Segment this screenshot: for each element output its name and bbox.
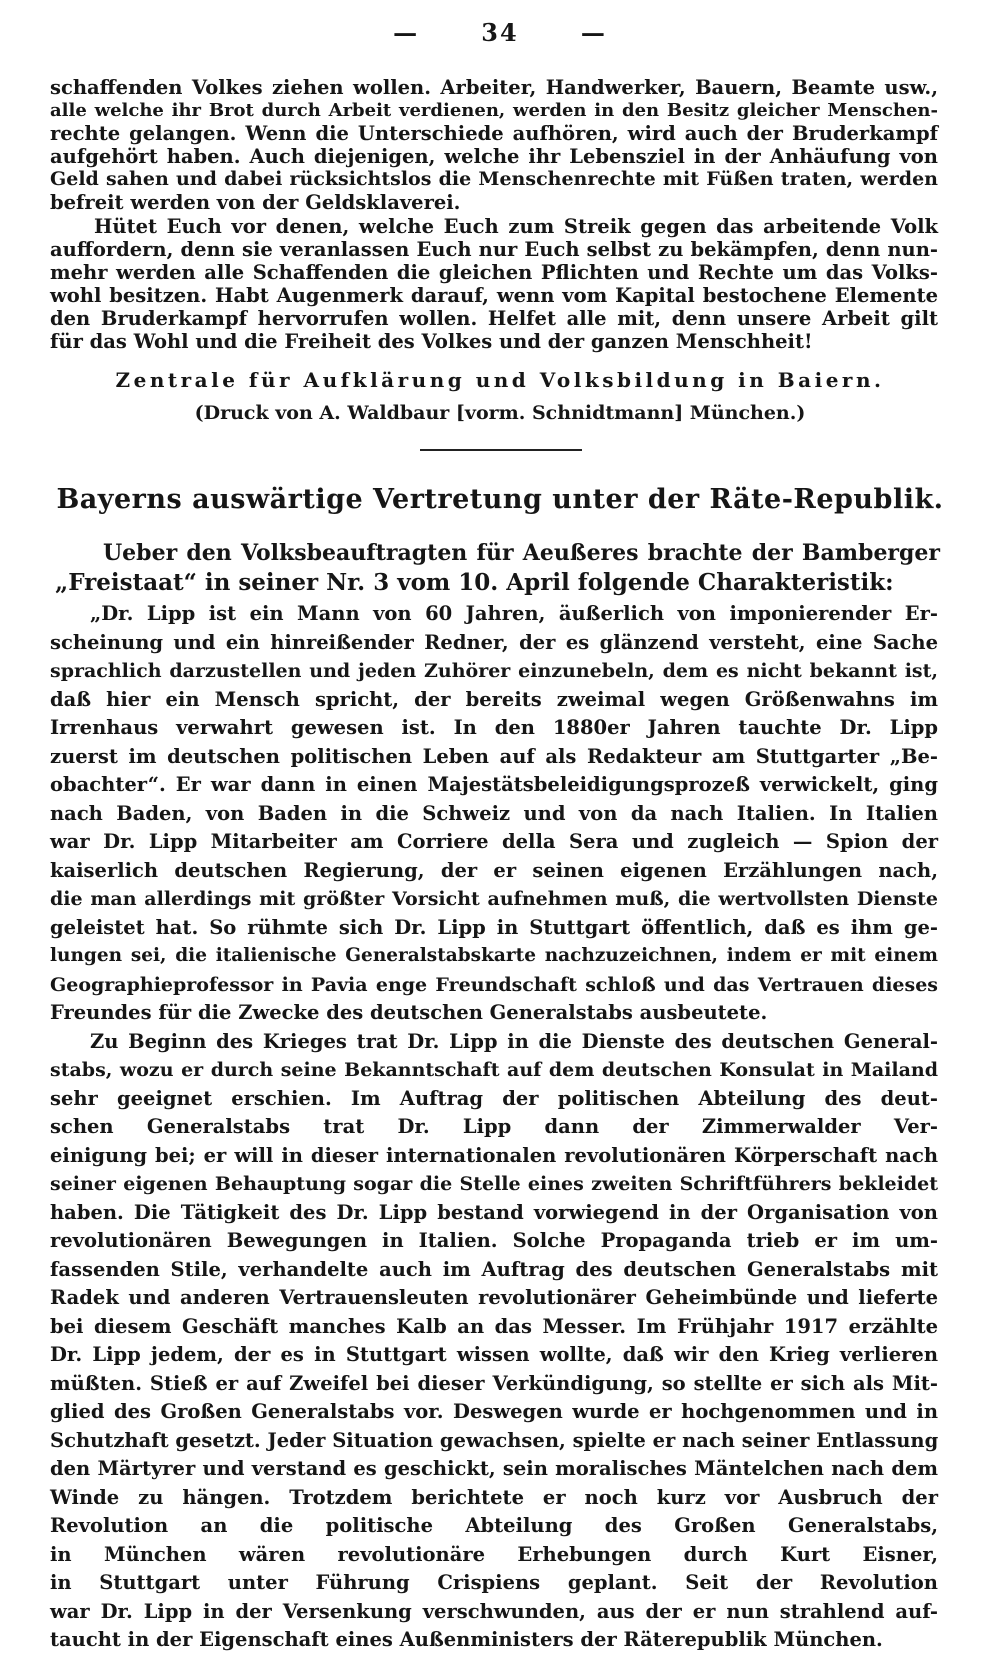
text-line: die man allerdings mit größter Vorsicht aufnehmen muß, die wertvollsten Dienste bbox=[50, 888, 938, 910]
text-line: Dr. Lipp jedem, der es in Stuttgart wissen wollte, daß wir den Krieg verlieren bbox=[50, 1343, 938, 1366]
page-number-header bbox=[0, 18, 1000, 47]
text-line: rechte gelangen. Wenn die Unterschiede aufhören, wird auch der Bruderkampf bbox=[50, 122, 938, 145]
text-line: den Bruderkampf hervorrufen wollen. Helfet alle mit, denn unsere Arbeit gilt bbox=[50, 307, 938, 330]
text-line: müßten. Stieß er auf Zweifel bei dieser Verkündigung, so stellte er sich als Mit- bbox=[50, 1371, 938, 1395]
text-line: Revolution an die politische Abteilung des Großen Generalstabs, bbox=[50, 1514, 938, 1537]
text-line: „Freistaat“ in seiner Nr. 3 vom 10. April folgende Charakteristik: bbox=[55, 569, 894, 596]
text-line: revolutionären Bewegungen in Italien. Solche Propaganda trieb er im um- bbox=[50, 1229, 938, 1252]
printer-imprint: (Druck von A. Waldbaur [vorm. Schnidtmann] München.) bbox=[194, 402, 806, 424]
text-line: in München wären revolutionäre Erhebungen durch Kurt Eisner, bbox=[50, 1542, 938, 1566]
text-line: Radek und anderen Vertrauensleuten revolutionärer Geheimbünde und lieferte bbox=[50, 1286, 938, 1309]
text-line: befreit werden von der Geldsklaverei. bbox=[50, 191, 461, 214]
text-line: war Dr. Lipp Mitarbeiter am Corriere della Sera und zugleich — Spion der bbox=[50, 830, 938, 853]
paragraph-continued bbox=[50, 76, 938, 214]
left-dash: — bbox=[393, 18, 420, 47]
text-line: Hütet Euch vor denen, welche Euch zum Streik gegen das arbeitende Volk bbox=[94, 215, 938, 238]
text-line: haben. Die Tätigkeit des Dr. Lipp bestand vorwiegend in der Organisation von bbox=[50, 1200, 938, 1224]
article-heading: Bayerns auswärtige Vertretung unter der Räte-Republik. bbox=[56, 484, 944, 515]
paragraph-appeal bbox=[50, 215, 938, 353]
text-line: Zu Beginn des Krieges trat Dr. Lipp in die Dienste des deutschen General- bbox=[90, 1029, 938, 1053]
text-line: sprachlich darzustellen und jeden Zuhörer einzunebeln, dem es nicht bekannt ist, bbox=[50, 660, 938, 682]
text-line: auffordern, denn sie veranlassen Euch nur Euch selbst zu bekämpfen, denn nun- bbox=[50, 238, 938, 261]
text-line: Winde zu hängen. Trotzdem berichtete er noch kurz vor Ausbruch der bbox=[50, 1485, 938, 1509]
page-number: 34 bbox=[481, 18, 519, 47]
text-line: wohl besitzen. Habt Augenmerk darauf, wenn vom Kapital bestochene Elemente bbox=[50, 284, 938, 307]
text-line: geleistet hat. So rühmte sich Dr. Lipp in Stuttgart öffentlich, daß es ihm ge- bbox=[50, 915, 938, 939]
text-line: für das Wohl und die Freiheit des Volkes und der ganzen Menschheit! bbox=[50, 330, 813, 353]
text-line: fassenden Stile, verhandelte auch im Auftrag des deutschen Generalstabs mit bbox=[50, 1257, 938, 1281]
intro-paragraph bbox=[55, 538, 940, 598]
text-line: schen Generalstabs trat Dr. Lipp dann der Zimmerwalder Ver- bbox=[50, 1115, 938, 1138]
text-line: Geld sahen und dabei rücksichtslos die Menschenrechte mit Füßen traten, werden bbox=[50, 168, 938, 190]
article-body bbox=[50, 600, 938, 1655]
text-line: bei diesem Geschäft manches Kalb an das Messer. Im Frühjahr 1917 erzählte bbox=[50, 1314, 938, 1338]
text-line: taucht in der Eigenschaft eines Außenministers der Räterepublik München. bbox=[50, 1628, 883, 1651]
text-line: Schutzhaft gesetzt. Jeder Situation gewachsen, spielte er nach seiner Entlassung bbox=[50, 1428, 939, 1452]
text-line: mehr werden alle Schaffenden die gleichen Pflichten und Rechte um das Volks- bbox=[50, 261, 938, 284]
text-line: scheinung und ein hinreißender Redner, der es glänzend versteht, eine Sache bbox=[50, 630, 938, 654]
text-line: in Stuttgart unter Führung Crispiens geplant. Seit der Revolution bbox=[50, 1571, 938, 1594]
text-line: seiner eigenen Behauptung sogar die Stelle eines zweiten Schriftführers bekleidet bbox=[50, 1173, 938, 1195]
text-line: alle welche ihr Brot durch Arbeit verdienen, werden in den Besitz gleicher Menschen- bbox=[50, 100, 938, 121]
text-line: sehr geeignet erschien. Im Auftrag der politischen Abteilung des deut- bbox=[50, 1086, 938, 1110]
text-line: Ueber den Volksbeauftragten für Aeußeres brachte der Bamberger bbox=[103, 540, 940, 566]
text-line: glied des Großen Generalstabs vor. Deswegen wurde er hochgenommen und in bbox=[50, 1400, 938, 1423]
text-line: kaiserlich deutschen Regierung, der er seinen eigenen Erzählungen nach, bbox=[50, 858, 938, 882]
text-line: Geographieprofessor in Pavia enge Freundschaft schloß und das Vertrauen dieses bbox=[50, 973, 938, 996]
text-line: lungen sei, die italienische Generalstabskarte nachzuzeichnen, indem er mit einem bbox=[50, 945, 938, 966]
text-line: Freundes für die Zwecke des deutschen Generalstabs ausbeutete. bbox=[50, 1001, 768, 1024]
text-line: stabs, wozu er durch seine Bekanntschaft auf dem deutschen Konsulat in Mailand bbox=[50, 1059, 938, 1081]
text-line: zuerst im deutschen politischen Leben auf als Redakteur am Stuttgarter „Be- bbox=[50, 744, 938, 768]
text-line: war Dr. Lipp in der Versenkung verschwunden, aus der er nun strahlend auf- bbox=[50, 1599, 938, 1623]
text-line: daß hier ein Mensch spricht, der bereits zweimal wegen Größenwahns im bbox=[50, 687, 938, 711]
text-line: aufgehört haben. Auch diejenigen, welche ihr Lebensziel in der Anhäufung von bbox=[50, 145, 938, 168]
text-line: „Dr. Lipp ist ein Mann von 60 Jahren, äußerlich von imponierender Er- bbox=[90, 602, 938, 625]
section-divider bbox=[420, 449, 582, 451]
text-line: Irrenhaus verwahrt gewesen ist. In den 1880er Jahren tauchte Dr. Lipp bbox=[50, 716, 938, 739]
signature-line: Zentrale für Aufklärung und Volksbildung in Baiern. bbox=[115, 368, 885, 392]
text-line: obachter“. Er war dann in einen Majestätsbeleidigungsprozeß verwickelt, ging bbox=[50, 773, 938, 796]
right-dash: — bbox=[580, 18, 607, 47]
text-line: den Märtyrer und verstand es geschickt, sein moralisches Mäntelchen nach dem bbox=[50, 1457, 938, 1480]
text-line: einigung bei; er will in dieser internationalen revolutionären Körperschaft nach bbox=[50, 1143, 938, 1167]
text-line: nach Baden, von Baden in die Schweiz und von da nach Italien. In Italien bbox=[50, 801, 938, 825]
text-line: schaffenden Volkes ziehen wollen. Arbeiter, Handwerker, Bauern, Beamte usw., bbox=[50, 76, 938, 99]
